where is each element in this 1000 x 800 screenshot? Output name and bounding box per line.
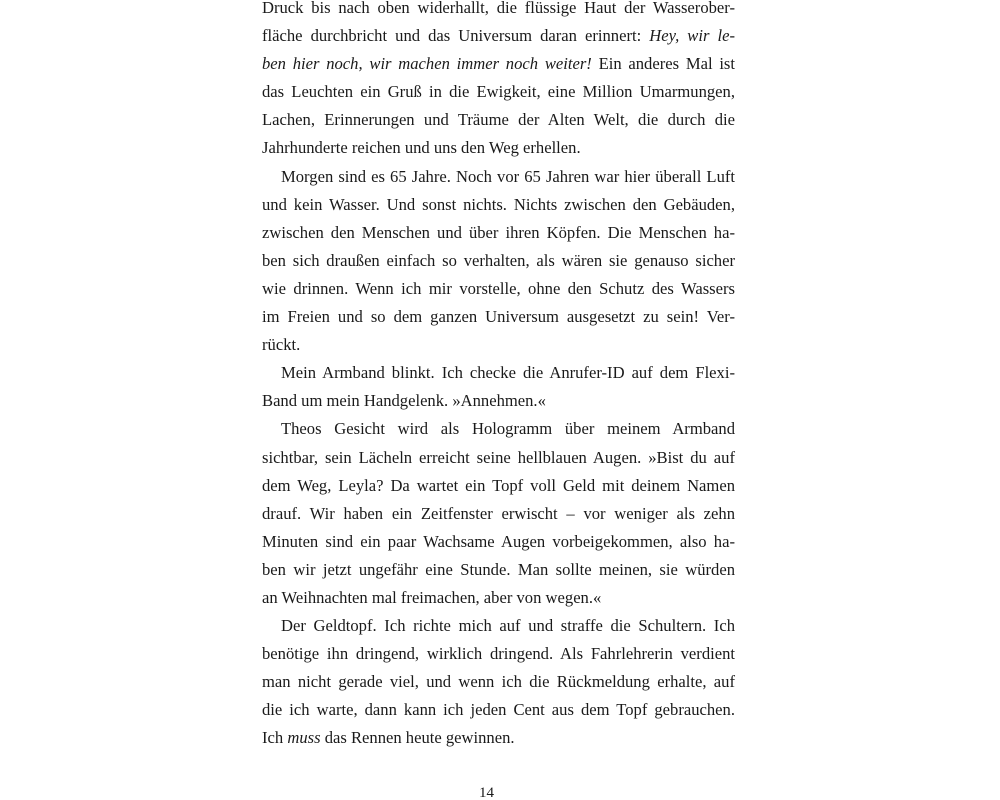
text-line [262,331,735,359]
text-line [262,612,735,640]
text-segment: Band um mein Handgelenk. »Annehmen.« [262,391,546,411]
text-line [262,359,735,387]
text-line [262,106,735,134]
text-segment: benötige ihn dringend, wirklich dringend. Als Fahrlehrerin verdient [262,644,735,664]
text-line [262,275,735,303]
text-segment: Lachen, Erinnerungen und Träume der Alten Welt, die durch die [262,110,735,130]
text-segment: drauf. Wir haben ein Zeitfenster erwischt – vor weniger als zehn [262,503,735,523]
page-number: 14 [479,785,494,800]
text-segment: sichtbar, sein Lächeln erreicht seine hellblauen Augen. »Bist du auf [262,447,735,467]
text-line [262,668,735,696]
text-line [262,584,735,612]
text-segment: das Rennen heute gewinnen. [320,728,515,748]
paragraph [262,612,735,752]
body-text [262,0,735,753]
text-segment: ben sich draußen einfach so verhalten, als wären sie genauso sicher [262,250,735,270]
text-segment: zwischen den Menschen und über ihren Köpfen. Die Menschen ha- [262,222,735,242]
text-line [262,500,735,528]
italic-text: muss [287,728,321,748]
paragraph [262,163,735,360]
text-line [262,415,735,443]
text-line [262,556,735,584]
text-line [262,191,735,219]
text-segment: Der Geldtopf. Ich richte mich auf und straffe die Schultern. Ich [281,616,735,636]
text-segment: rückt. [262,335,301,355]
text-segment: man nicht gerade viel, und wenn ich die Rückmeldung erhalte, auf [262,672,735,692]
text-line [262,22,735,50]
text-segment: Ich [262,728,288,748]
text-line [262,0,735,22]
text-line [262,444,735,472]
text-line [262,640,735,668]
paragraph [262,0,735,163]
text-line [262,528,735,556]
text-segment: dem Weg, Leyla? Da wartet ein Topf voll Geld mit deinem Namen [262,475,735,495]
text-segment: im Freien und so dem ganzen Universum ausgesetzt zu sein! Ver- [262,307,735,327]
text-line [262,134,735,162]
text-line [262,303,735,331]
text-line [262,724,735,752]
text-segment: und kein Wasser. Und sonst nichts. Nichts zwischen den Gebäuden, [262,194,735,214]
text-line [262,50,735,78]
text-segment: Theos Gesicht wird als Hologramm über meinem Armband [281,419,735,439]
paragraph [262,415,735,612]
text-line [262,472,735,500]
text-line [262,696,735,724]
text-segment: Minuten sind ein paar Wachsame Augen vorbeigekommen, also ha- [262,531,735,551]
text-segment: das Leuchten ein Gruß in die Ewigkeit, eine Million Umarmungen, [262,82,735,102]
text-line [262,219,735,247]
text-segment: die ich warte, dann kann ich jeden Cent aus dem Topf gebrauchen. [262,700,735,720]
text-segment: Morgen sind es 65 Jahre. Noch vor 65 Jahren war hier überall Luft [281,166,735,186]
paragraph [262,359,735,415]
italic-text: Hey, wir le- [649,26,735,46]
italic-text: ben hier noch, wir machen immer noch weiter! [262,54,592,74]
text-segment: Druck bis nach oben widerhallt, die flüssige Haut der Wasserober- [262,0,735,17]
text-line [262,78,735,106]
text-segment: Ein anderes Mal ist [591,54,736,74]
text-segment: an Weihnachten mal freimachen, aber von wegen.« [262,587,602,607]
text-segment: Jahrhunderte reichen und uns den Weg erhellen. [262,138,581,158]
text-segment: Mein Armband blinkt. Ich checke die Anrufer-ID auf dem Flexi- [281,363,735,383]
text-segment: wie drinnen. Wenn ich mir vorstelle, ohne den Schutz des Wassers [262,278,735,298]
text-line [262,387,735,415]
text-segment: fläche durchbricht und das Universum daran erinnert: [262,26,650,46]
text-segment: ben wir jetzt ungefähr eine Stunde. Man sollte meinen, sie würden [262,559,735,579]
text-line [262,247,735,275]
text-line [262,163,735,191]
